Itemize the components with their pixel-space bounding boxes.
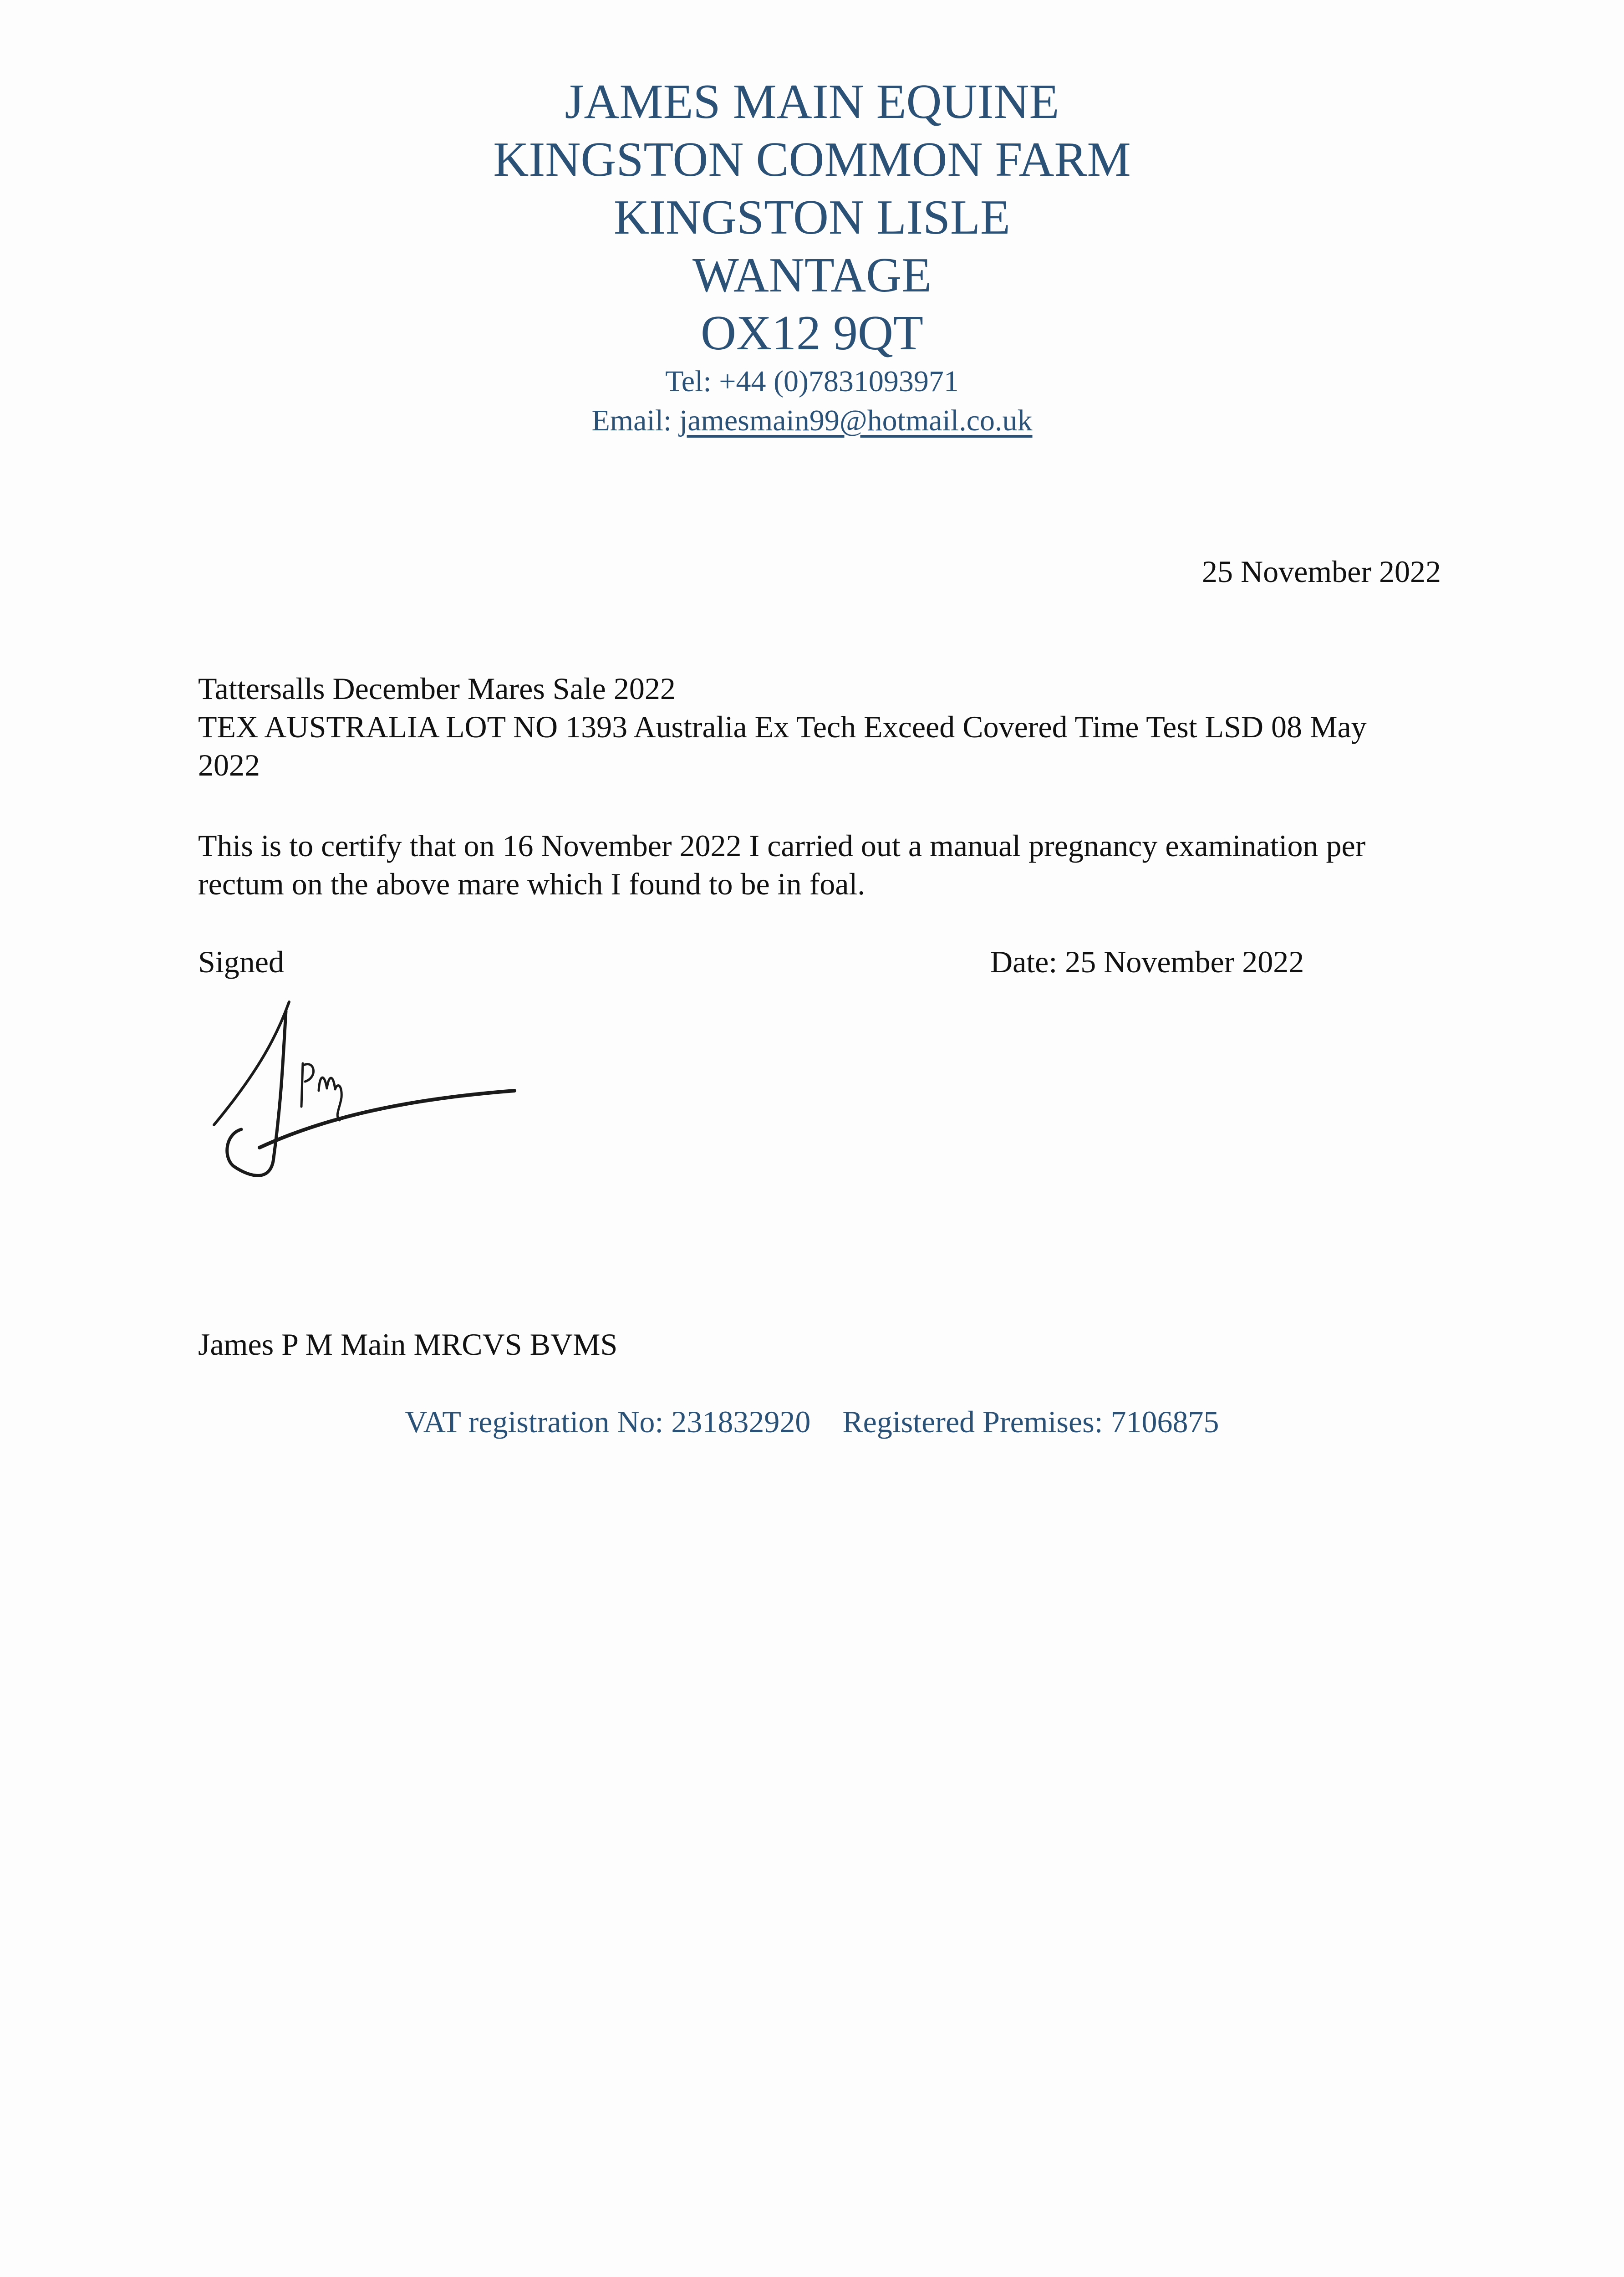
signed-label: Signed bbox=[198, 944, 284, 979]
email-label: Email: bbox=[591, 404, 679, 437]
letterhead-address-town: WANTAGE bbox=[692, 248, 932, 302]
letterhead-postcode: OX12 9QT bbox=[701, 306, 923, 360]
letterhead-email-line bbox=[0, 401, 1624, 440]
footer-registration bbox=[0, 1403, 1624, 1441]
registered-premises: Registered Premises: 7106875 bbox=[842, 1404, 1219, 1439]
signer-name: James P M Main MRCVS BVMS bbox=[198, 1327, 618, 1362]
sale-title: Tattersalls December Mares Sale 2022 bbox=[198, 671, 676, 706]
email-link[interactable]: jamesmain99@hotmail.co.uk bbox=[679, 404, 1033, 437]
sale-reference bbox=[198, 669, 1427, 784]
vat-registration: VAT registration No: 231832920 bbox=[405, 1404, 811, 1439]
lot-description: TEX AUSTRALIA LOT NO 1393 Australia Ex Tech Exceed Covered Time Test LSD 08 May 2022 bbox=[198, 710, 1367, 782]
letterhead-address-village: KINGSTON LISLE bbox=[614, 190, 1010, 245]
letterhead-name: JAMES MAIN EQUINE bbox=[565, 75, 1059, 129]
certification-statement: This is to certify that on 16 November 2022 I carried out a manual pregnancy examination per rectum on the above mare which I found to be in foal. bbox=[198, 828, 1366, 901]
letterhead-telephone: Tel: +44 (0)7831093971 bbox=[665, 365, 959, 398]
signature-stroke-underline bbox=[260, 1091, 514, 1148]
letter-date: 25 November 2022 bbox=[1201, 554, 1441, 589]
letterhead bbox=[0, 73, 1624, 440]
signature-stroke-pm bbox=[301, 1063, 341, 1120]
letterhead-address-farm: KINGSTON COMMON FARM bbox=[493, 133, 1131, 187]
handwritten-signature bbox=[205, 984, 524, 1243]
signature-stroke-j bbox=[214, 1002, 289, 1125]
signed-date: Date: 25 November 2022 bbox=[990, 944, 1304, 979]
signature-stroke-hook bbox=[227, 1011, 286, 1175]
